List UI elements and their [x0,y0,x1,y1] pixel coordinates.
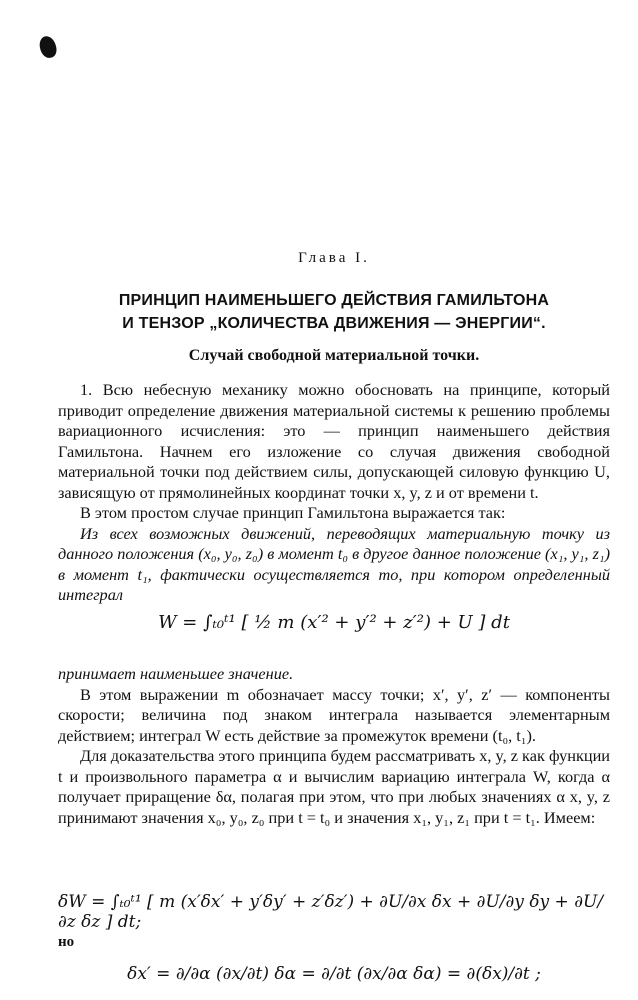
chapter-title [58,289,610,335]
statement-end: принимает наименьшее значение. [58,664,294,683]
principle-statement: Из всех возможных движений, переводящих материальную точку из данного положения (x₀, y₀, z₀) в момент t₀ в другое данное положение (x₁, y₁, z₁) в момент t₁, фактически осуществляется то, при котором определенный интеграл [58,523,610,604]
formula-variation [58,868,610,932]
title-line-1: ПРИНЦИП НАИМЕНЬШЕГО ДЕЙСТВИЯ ГАМИЛЬТОНА [118,292,550,309]
formula-dx-text: δx′ = ∂/∂α (∂x/∂t) δα = ∂/∂t (∂x/∂α δα) = ∂(δx)/∂t ; [127,964,541,984]
word-no: но [58,934,75,950]
body-text-middle [58,664,610,828]
paragraph-1: 1. Всю небесную механику можно обосновать на принципе, который приводит определение движения материальной системы к решению проблемы вариационного исчисления: это — принцип наименьшего действия Гамильтона. Начнем его изложение со случая движения свободной материальной точки под действием силы, допускающей силовую функцию U, зависящую от прямолинейных координат точки x, y, z и от времени t. [58,380,610,502]
paragraph-4: Для доказательства этого принципа будем рассматривать x, y, z как функции t и произвольного параметра α и вычислим вариацию интеграла W, когда α получает приращение δα, полагая при этом, что при любых значениях α x, y, z принимают значения x₀, y₀, z₀ при t = t₀ и значения x₁, y₁, z₁ при t = t₁. Имеем: [58,746,610,827]
formula-w-text: W = ∫ₜ₀ᵗ¹ [ ½ m (x′² + y′² + z′²) + U ] dt [158,612,510,633]
title-line-2: И ТЕНЗОР „КОЛИЧЕСТВА ДВИЖЕНИЯ — ЭНЕРГИИ“. [122,315,546,332]
formula-dw-text: δW = ∫ₜ₀ᵗ¹ [ m (x′δx′ + y′δy′ + z′δz′) + ∂U/∂x δx + ∂U/∂y δy + ∂U/∂z δz ] dt; [58,892,604,932]
paragraph-2: В этом простом случае принцип Гамильтона выражается так: [80,503,506,522]
paragraph-3: В этом выражении m обозначает массу точки; x′, y′, z′ — компоненты скорости; величина под знаком интеграла называется элементарным действием; интеграл W есть действие за промежуток времени (t₀, t₁). [58,684,610,745]
formula-action-integral [58,588,610,652]
ink-blot [38,35,58,60]
body-text-top [58,380,610,606]
section-heading: Случай свободной материальной точки. [188,347,480,364]
formula-variation-derivative [58,956,610,996]
chapter-label: Глава I. [298,250,370,266]
